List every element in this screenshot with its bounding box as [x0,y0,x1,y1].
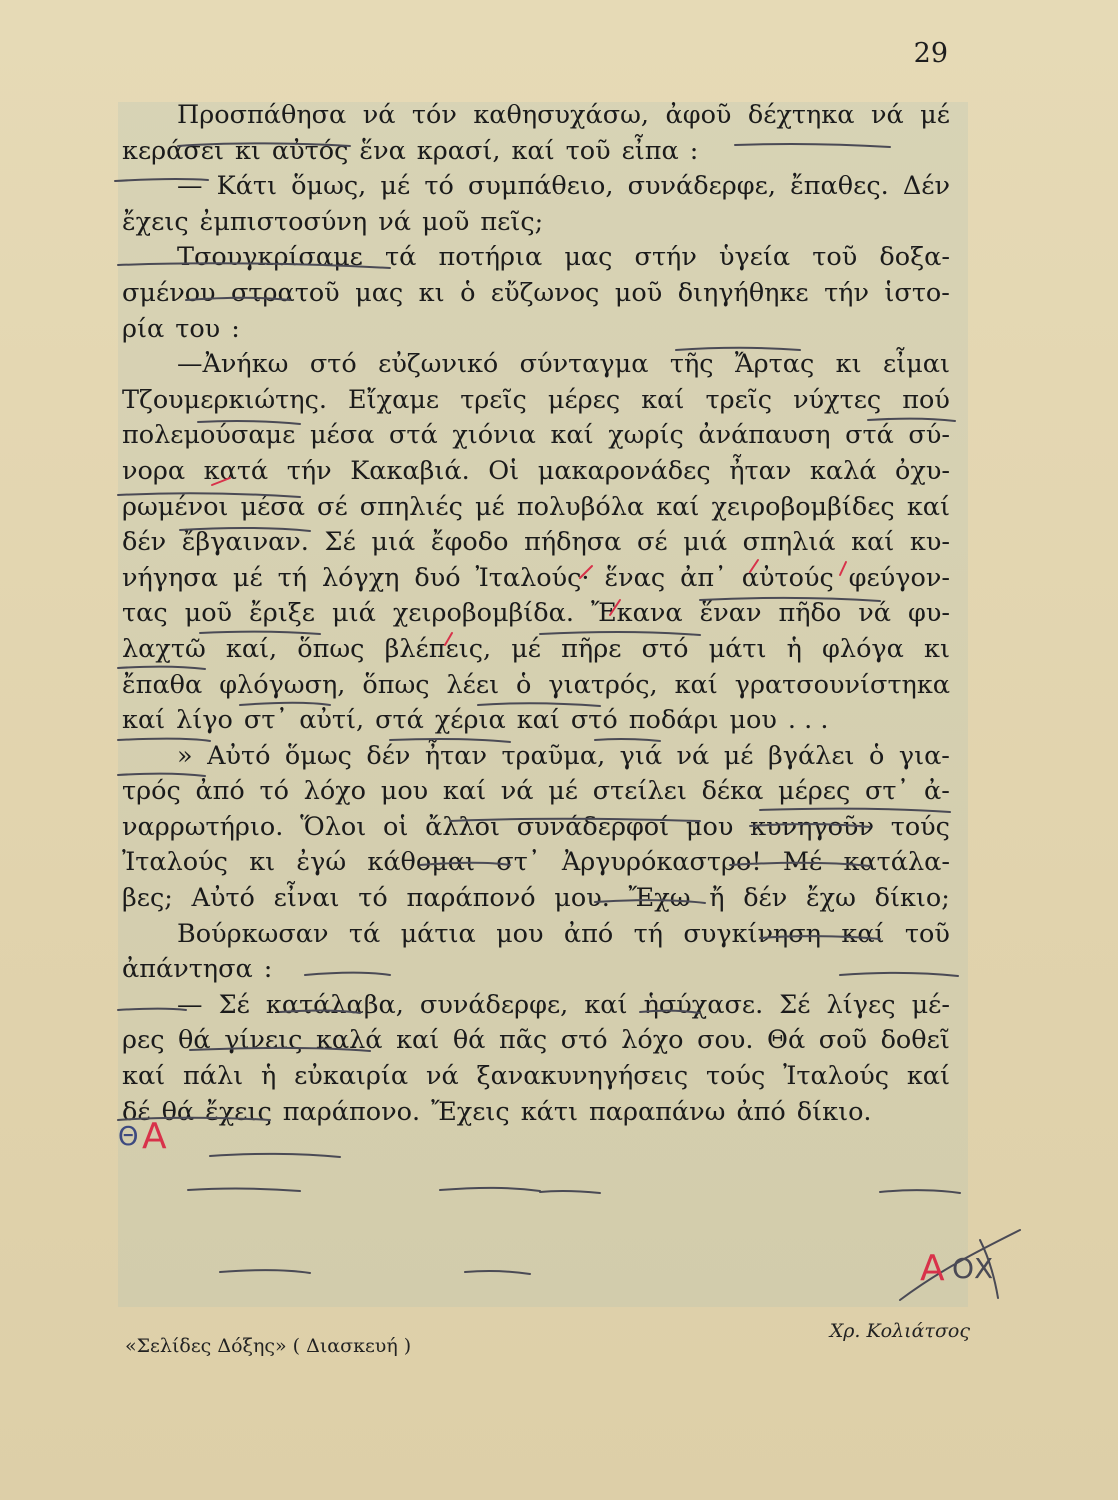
text-word: μέ [723,740,754,771]
text-word: μέ [232,562,263,593]
text-word: λίγες [826,989,896,1020]
text-word: τή [277,562,307,593]
text-word: μέ [380,171,411,202]
text-word: καλά [809,455,877,486]
text-word: Εἴχαμε [348,384,440,415]
text-line [122,240,950,276]
text-word: ὀχυ- [895,455,950,486]
text-word: καί [396,1025,440,1056]
text-word: ὅμως [284,740,352,771]
margin-mark-red: Α [142,1116,167,1157]
text-word: Αὐτό [207,740,271,771]
margin-mark-pencil: Θ [118,1122,139,1152]
text-word: καί [122,1061,166,1092]
text-line [122,988,950,1024]
text-word: Μέ [782,847,823,878]
text-word: εὐκαιρία [294,1061,409,1092]
text-word: συγκίνηση [683,918,821,949]
text-word: τή [633,918,664,949]
text-word: λέει [446,669,500,700]
text-word: κατά [203,455,269,486]
text-word: Ἔχεις [431,1096,510,1127]
text-line [122,596,950,632]
text-word: στήν [634,242,697,273]
text-word: : [263,954,273,985]
text-word: καί [906,491,950,522]
text-word: ὅπως [297,633,365,664]
text-word: ἔχεις [205,1096,272,1127]
text-word: σου. [697,1025,754,1056]
text-word: χωρίς [608,420,684,451]
text-line [122,632,950,668]
text-word: μέρες [547,384,621,415]
text-word: μέσα [309,420,375,451]
text-word: στ᾿ [496,847,541,878]
text-word: Ἔχω [628,883,691,914]
text-word: ἔχεις [122,206,189,237]
text-word: ρωμένοι [122,491,229,522]
text-word: δέν [743,883,788,914]
text-word: τόν [411,100,457,130]
text-word: Δέν [902,171,950,202]
text-word: σέ [317,491,348,522]
text-word: — [177,989,203,1020]
text-word: στό [641,633,689,664]
text-word: χειροβομβίδα. [392,598,574,629]
text-word: Θά [767,1025,806,1056]
text-word: ἔχω [805,883,856,914]
text-word: ἔπαθα [122,669,203,700]
text-word: δέν [366,740,411,771]
text-word: μέ [474,491,505,522]
text-word: κεράσει [122,135,224,166]
text-word: δίκιο; [874,883,950,914]
text-word: στά [388,420,438,451]
text-word: εἶναι [273,883,340,914]
text-word: μέ [920,100,950,130]
text-word: καί [550,420,594,451]
text-word: Αὐτό [191,883,255,914]
text-word: πού [902,384,950,415]
text-line [122,952,950,988]
text-word: μάτια [400,918,476,949]
text-word: λαχτῶ [122,633,206,664]
text-word: ὅπως [362,669,430,700]
text-word: μοῦ [421,206,470,237]
text-word: ἕνας [604,562,666,593]
text-word: πῆρε [561,633,622,664]
text-line [122,703,950,739]
text-word: —Ἀνήκω [177,349,289,380]
footer-source: «Σελίδες Δόξης» ( Διασκευή ) [125,1335,412,1357]
text-word: δέχτηκα [747,100,855,130]
text-word: ὁ [869,740,885,771]
text-word: βλέπεις, [384,633,492,664]
text-word: ἱστο- [884,277,950,308]
text-word: καί [841,918,885,949]
text-word: στρατοῦ [231,277,340,308]
text-word: Κακαβιά. [350,455,470,486]
text-word: νά [870,100,904,130]
text-word: καί [122,705,166,736]
text-word: καί, [225,633,278,664]
page-number: 29 [913,38,948,69]
text-word: εἶμαι [883,349,950,380]
text-word: σοῦ [818,1025,868,1056]
text-word: καλά [315,1025,383,1056]
text-word: σύνταγμα [519,349,649,380]
text-word: σέ [637,527,668,558]
text-word: ξανακυνηγήσεις [476,1061,689,1092]
text-word: τούς [705,1061,766,1092]
text-word: μου [496,918,544,949]
text-word: : [231,313,240,344]
text-word: τρεῖς [460,384,527,415]
text-word: Ἰταλούς [122,847,228,878]
text-word: ἀπό [563,918,614,949]
text-word: νά [676,740,710,771]
text-word: σύ- [908,420,950,451]
text-word: αὐτούς [741,562,834,593]
text-line [122,881,950,917]
text-word: πᾶς [498,1025,548,1056]
text-word: μου [729,705,777,736]
text-line [122,169,950,205]
text-word: Βούρκωσαν [177,918,329,949]
text-word: σπηλιές [359,491,463,522]
text-word: ἡσύχασε. [643,989,764,1020]
text-word: Ἰταλούς [783,1061,889,1092]
text-word: Τζουμερκιώτης. [122,384,327,415]
text-word: μέ- [911,989,950,1020]
text-word: καί [442,776,487,807]
text-word: φεύγον- [848,562,950,593]
text-line [122,1023,950,1059]
text-word: καί [851,527,895,558]
text-word: οἱ [382,811,409,842]
text-word: τρεῖς [705,384,773,415]
text-word: ἔβγαιναν. [181,527,309,558]
text-word: νά [500,776,534,807]
text-word: βες; [122,883,173,914]
text-line [122,383,950,419]
text-word: πολεμούσαμε [122,420,296,451]
text-word: εὔζωνος [490,277,600,308]
text-word: συμπάθειο, [467,171,614,202]
text-word: ἦταν [729,455,792,486]
text-word: καί [511,135,555,166]
text-word: μέσα [240,491,305,522]
text-word: θά [178,1025,211,1056]
text-word: ρες [122,1025,165,1056]
text-word: αὐτός [271,135,349,166]
text-word: μας [355,277,404,308]
text-word: τρός [122,776,181,807]
text-line [122,490,950,526]
text-word: τοῦ [812,242,858,273]
text-word: κυ- [909,527,950,558]
text-word: φυ- [908,598,950,629]
text-word: γίνεις [224,1025,303,1056]
text-word: ὁ [516,669,532,700]
text-word: μου [380,776,429,807]
text-word: πεῖς; [480,206,544,237]
text-word: στό [560,1025,608,1056]
text-word: μιά [332,598,376,629]
text-word: καί [641,384,685,415]
text-line [122,1095,950,1131]
text-line [122,134,950,170]
text-word: ἔπαθες. [790,171,889,202]
text-line [122,739,950,775]
text-word: καί [516,705,560,736]
end-mark-red: Α [920,1248,945,1289]
text-word: ἐγώ [296,847,347,878]
text-word: λόχο [303,776,367,807]
text-word: τραῦμα, [501,740,606,771]
text-word: κατάλαβα, [265,989,404,1020]
text-line [122,276,950,312]
text-line [122,525,950,561]
text-word: φλόγα [822,633,904,664]
text-word: Ὅλοι [300,811,367,842]
text-word: Ἄρτας [734,349,815,380]
text-word: τήν [824,277,869,308]
text-word: ρία [122,313,165,344]
text-word: ἀπ᾿ [680,562,727,593]
text-word: στ᾿ [243,705,289,736]
text-word: ἀ- [924,776,950,807]
text-word: συνάδερφοί [516,811,670,842]
text-word: βγάλει [767,740,855,771]
text-word: ἀνάπαυση [698,420,831,451]
text-word: δυό [414,562,461,593]
text-word: Τσουγκρίσαμε [177,242,363,273]
text-word: παραπάνω [588,1096,726,1127]
text-word: χιόνια [452,420,536,451]
text-word: τά [348,918,381,949]
body-text [122,98,950,1130]
text-word: Προσπάθησα [177,100,347,130]
text-line [122,845,950,881]
text-line [122,454,950,490]
text-line [122,774,950,810]
text-word: τοῦ [904,918,950,949]
text-line [122,312,950,348]
text-word: ὅμως, [291,171,367,202]
text-word: αὐτί, [299,705,365,736]
text-word: κατάλα- [843,847,950,878]
text-word: καί [906,1061,950,1092]
text-word: ἀφοῦ [665,100,732,130]
text-word: Κάτι [216,171,278,202]
text-word: στά [375,705,424,736]
text-word: στό [309,349,357,380]
text-word: πολυβόλα [516,491,645,522]
text-word: καί [656,491,700,522]
text-word: λόχο [621,1025,684,1056]
text-word: ἡ [786,633,802,664]
text-word: κι [234,135,261,166]
text-word: δέκα [701,776,764,807]
text-word: μιά [371,527,416,558]
text-word: Ἰταλούς· [475,562,590,593]
text-line [122,418,950,454]
text-word: φλόγωση, [219,669,346,700]
text-word: συνάδερφε, [627,171,776,202]
text-word: δέ [122,1096,151,1127]
text-word: μου [685,811,734,842]
text-word: θά [161,1096,195,1127]
text-word: νά [425,1061,459,1092]
text-word: » [177,740,193,771]
text-word: νήγησα [122,562,218,593]
text-word: νορα [122,455,186,486]
text-word: του [175,313,221,344]
text-word: ἦταν [424,740,487,771]
text-word: ἐμπιστοσύνη [199,206,368,237]
text-word: δίκιο. [796,1096,872,1127]
text-word: τό [424,171,454,202]
text-word: μας [564,242,613,273]
text-word: καθησυχάσω, [473,100,650,130]
text-word: χειροβομβίδες [711,491,895,522]
text-line [122,205,950,241]
text-word: μέ [511,633,542,664]
text-word: δοθεῖ [880,1025,950,1056]
text-line [122,810,950,846]
text-word: κάτι [520,1096,578,1127]
text-word: θά [452,1025,486,1056]
text-word: πήδησα [524,527,622,558]
text-word: διηγήθηκε [677,277,809,308]
text-word: . . . [787,705,829,736]
text-word: ἤ [709,883,725,914]
text-word: — [177,171,203,202]
text-word: : [689,135,699,166]
text-word: ἄλλοι [425,811,500,842]
text-word: ὑγεία [718,242,791,273]
text-word: εἶπα [621,135,679,166]
text-word: Οἱ [488,455,520,486]
text-word: εὐζωνικό [378,349,499,380]
text-word: μέ [548,776,579,807]
text-word: μοῦ [614,277,663,308]
text-word: καί [674,669,718,700]
text-word: ἀπό [736,1096,786,1127]
pencil-underline [980,1240,998,1298]
text-word: Σέ [324,527,356,558]
text-word: κι [249,847,276,878]
text-word: μάτι [708,633,767,664]
text-word: σμένου [122,277,216,308]
text-word: κρασί, [416,135,501,166]
text-word: Σέ [779,989,811,1020]
text-word: κι [835,349,862,380]
text-word: νά [362,100,396,130]
text-line [122,1059,950,1095]
text-line [122,98,950,134]
text-word: πῆδο [778,598,842,629]
text-word: τά [385,242,417,273]
text-word: ὁ [460,277,476,308]
text-word: γιά [619,740,663,771]
text-word: μου. [554,883,610,914]
text-word: ποτήρια [438,242,543,273]
text-word: τήν [286,455,332,486]
text-word: χέρια [434,705,506,736]
text-word: πάλι [182,1061,244,1092]
text-word: τῆς [669,349,714,380]
text-word: νύχτες [793,384,882,415]
text-word: νά [858,598,891,629]
text-word: ἀπό [195,776,245,807]
text-word: λίγο [176,705,233,736]
text-word: ποδάρι [628,705,719,736]
text-word: γρατσουνίστηκα [734,669,950,700]
text-word: λόγχη [321,562,400,593]
text-word: τούς [890,811,950,842]
text-word: τό [259,776,289,807]
text-word: μοῦ [184,598,233,629]
text-word: κάθομαι [367,847,476,878]
text-word: Σέ [218,989,250,1020]
text-word: γιατρός, [548,669,658,700]
text-line [122,917,950,953]
text-word: παράπονό [406,883,536,914]
text-word: τό [358,883,388,914]
text-word: καί [584,989,628,1020]
text-word: Ἀργυρόκαστρο! [561,847,762,878]
text-word: ἔριξε [249,598,316,629]
text-word: τοῦ [565,135,611,166]
text-word: στείλει [592,776,687,807]
text-word: ἀπάντησα [122,954,253,985]
text-word: τας [122,598,168,629]
text-word: κι [924,633,950,664]
text-word: στό [570,705,618,736]
text-word: ἕναν [699,598,762,629]
text-word: ἕνα [359,135,406,166]
text-word: στά [845,420,894,451]
text-word: ἡ [260,1061,277,1092]
text-word: κι [418,277,445,308]
text-word: κυνηγοῦν [750,811,874,842]
text-word: μιά [683,527,728,558]
text-word: δέν [122,527,167,558]
text-line [122,561,950,597]
text-word: σπηλιά [742,527,836,558]
text-line [122,668,950,704]
text-line [122,347,950,383]
text-word: μακαρονάδες [537,455,711,486]
text-word: δοξα- [879,242,950,273]
text-word: στ᾿ [865,776,910,807]
text-word: για- [898,740,950,771]
text-word: νά [378,206,411,237]
footer-author: Χρ. Κολιάτσος [829,1320,970,1342]
end-mark-pencil: ΟΧ [952,1252,994,1285]
text-word: μέρες [778,776,851,807]
text-word: Ἔκανα [590,598,683,629]
text-word: ναρρωτήριο. [122,811,284,842]
text-word: συνάδερφε, [419,989,569,1020]
text-word: ἔφοδο [430,527,509,558]
text-word: παράπονο. [282,1096,421,1127]
